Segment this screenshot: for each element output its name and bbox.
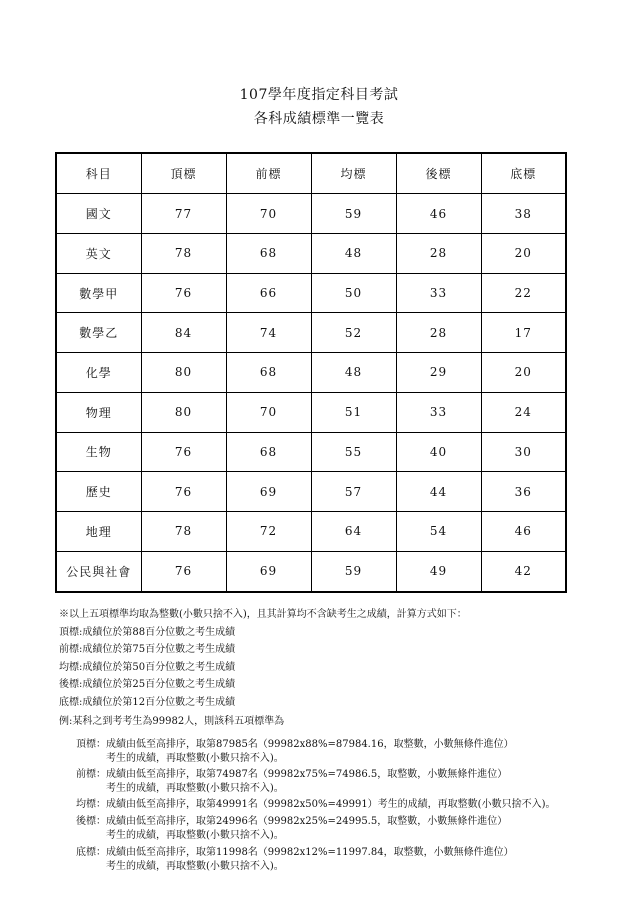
note-line: 頂標:成績位於第88百分位數之考生成績 [59, 626, 236, 638]
score-cell: 28 [396, 234, 481, 274]
example-item [76, 798, 555, 812]
score-cell: 49 [396, 551, 481, 592]
score-cell: 59 [311, 194, 396, 234]
table-header-row [56, 153, 566, 194]
subject-cell: 公民與社會 [56, 551, 141, 592]
score-cell: 48 [311, 234, 396, 274]
table-row [56, 472, 566, 512]
example-line: 考生的成績，再取整數(小數只捨不入)。 [106, 753, 284, 764]
example-line: 考生的成績，再取整數(小數只捨不入)。 [106, 830, 284, 841]
score-cell: 51 [311, 392, 396, 432]
score-cell: 68 [226, 353, 311, 393]
score-cell: 28 [396, 313, 481, 353]
score-cell: 20 [481, 353, 566, 393]
example-line: 底標：成績由低至高排序，取第11998名（99982x12%=11997.84，取整數，小數無條件進位） [76, 847, 514, 858]
score-cell: 80 [141, 353, 226, 393]
score-cell: 20 [481, 234, 566, 274]
score-cell: 44 [396, 472, 481, 512]
example-item [76, 738, 514, 766]
score-cell: 54 [396, 511, 481, 551]
score-cell: 46 [481, 511, 566, 551]
score-cell: 52 [311, 313, 396, 353]
score-cell: 76 [141, 432, 226, 472]
score-cell: 76 [141, 551, 226, 592]
score-cell: 22 [481, 273, 566, 313]
example-line: 均標：成績由低至高排序，取第49991名（99982x50%=49991）考生的成績，再取整數(小數只捨不入)。 [76, 799, 556, 810]
subject-cell: 地理 [56, 511, 141, 551]
score-cell: 33 [396, 273, 481, 313]
example-item [76, 815, 507, 843]
score-cell: 29 [396, 353, 481, 393]
subject-cell: 生物 [56, 432, 141, 472]
column-header: 前標 [226, 153, 311, 194]
note-line: 後標:成績位於第25百分位數之考生成績 [59, 679, 236, 691]
score-cell: 36 [481, 472, 566, 512]
table-row [56, 353, 566, 393]
score-cell: 38 [481, 194, 566, 234]
score-cell: 17 [481, 313, 566, 353]
score-cell: 78 [141, 511, 226, 551]
score-cell: 84 [141, 313, 226, 353]
example-item [76, 768, 507, 796]
note-line: 前標:成績位於第75百分位數之考生成績 [59, 644, 236, 656]
score-cell: 24 [481, 392, 566, 432]
example-line: 考生的成績，再取整數(小數只捨不入)。 [106, 861, 284, 872]
score-cell: 72 [226, 511, 311, 551]
score-cell: 69 [226, 472, 311, 512]
subject-cell: 數學甲 [56, 273, 141, 313]
subject-cell: 化學 [56, 353, 141, 393]
example-line: 頂標：成績由低至高排序，取第87985名（99982x88%=87984.16，取整數，小數無條件進位） [76, 739, 514, 750]
score-cell: 57 [311, 472, 396, 512]
note-line: ※以上五項標準均取為整數(小數只捨不入)，且其計算均不含缺考生之成績，計算方式如下： [59, 609, 467, 620]
score-cell: 40 [396, 432, 481, 472]
table-row [56, 273, 566, 313]
table-row [56, 432, 566, 472]
column-header: 頂標 [141, 153, 226, 194]
score-cell: 69 [226, 551, 311, 592]
note-line: 均標:成績位於第50百分位數之考生成績 [59, 661, 236, 673]
subject-cell: 歷史 [56, 472, 141, 512]
page-subtitle: 各科成績標準一覽表 [253, 111, 385, 127]
score-cell: 33 [396, 392, 481, 432]
table-row [56, 194, 566, 234]
example-item [76, 846, 514, 874]
score-cell: 30 [481, 432, 566, 472]
notes-section [59, 606, 467, 712]
example-title: 例:某科之到考考生為99982人，則該科五項標準為 [59, 716, 285, 727]
score-cell: 78 [141, 234, 226, 274]
score-cell: 70 [226, 392, 311, 432]
example-line: 考生的成績，再取整數(小數只捨不入)。 [106, 783, 284, 794]
score-cell: 70 [226, 194, 311, 234]
table-row [56, 511, 566, 551]
score-cell: 76 [141, 273, 226, 313]
score-standards-table [55, 152, 567, 593]
column-header: 科目 [56, 153, 141, 194]
score-cell: 50 [311, 273, 396, 313]
page-title: 107學年度指定科目考試 [239, 87, 399, 103]
score-cell: 77 [141, 194, 226, 234]
table-row [56, 234, 566, 274]
score-cell: 76 [141, 472, 226, 512]
example-line: 後標：成績由低至高排序，取第24996名（99982x25%=24995.5，取整數，小數無條件進位） [76, 816, 508, 827]
score-cell: 42 [481, 551, 566, 592]
score-cell: 74 [226, 313, 311, 353]
column-header: 底標 [481, 153, 566, 194]
table-row [56, 551, 566, 592]
subject-cell: 國文 [56, 194, 141, 234]
score-cell: 48 [311, 353, 396, 393]
score-cell: 80 [141, 392, 226, 432]
example-line: 前標：成績由低至高排序，取第74987名（99982x75%=74986.5，取整數，小數無條件進位） [76, 769, 508, 780]
subject-cell: 物理 [56, 392, 141, 432]
subject-cell: 英文 [56, 234, 141, 274]
note-line: 底標:成績位於第12百分位數之考生成績 [59, 696, 236, 708]
score-cell: 64 [311, 511, 396, 551]
score-cell: 68 [226, 432, 311, 472]
column-header: 均標 [311, 153, 396, 194]
score-cell: 55 [311, 432, 396, 472]
score-cell: 66 [226, 273, 311, 313]
subject-cell: 數學乙 [56, 313, 141, 353]
score-cell: 68 [226, 234, 311, 274]
table-row [56, 313, 566, 353]
table-row [56, 392, 566, 432]
score-cell: 46 [396, 194, 481, 234]
score-cell: 59 [311, 551, 396, 592]
column-header: 後標 [396, 153, 481, 194]
